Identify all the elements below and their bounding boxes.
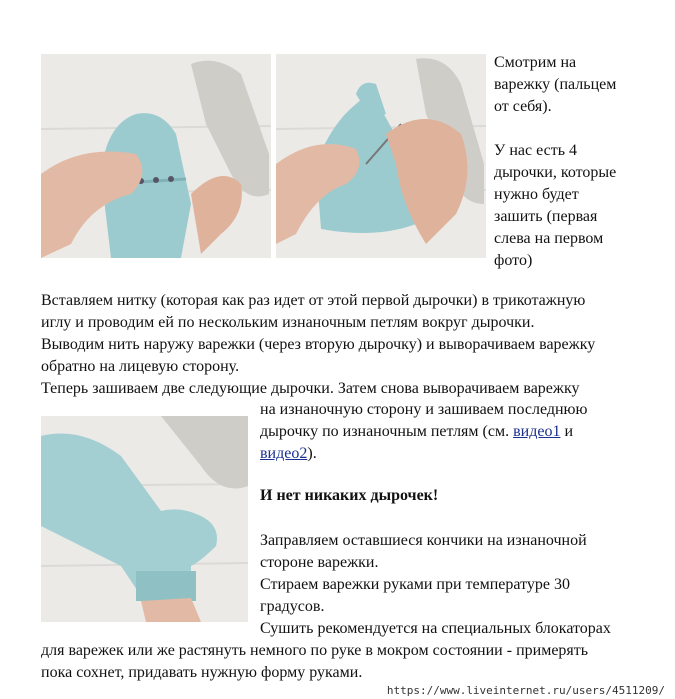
body-line-6: на изнаночную сторону и зашиваем последнюю [260, 401, 588, 418]
side-line-8: слева на первом [494, 230, 604, 247]
body-line-3: Выводим нить наружу варежки (через вторую дырочку) и выворачиваем варежку [41, 336, 596, 353]
side-line-4: У нас есть 4 [494, 142, 577, 159]
body-line-13: Сушить рекомендуется на специальных блокаторах [260, 620, 611, 637]
body-line-14: для варежек или же растянуть немного по руке в мокром состоянии - примерять [41, 642, 589, 659]
source-url: https://www.liveinternet.ru/users/4511209/ [386, 684, 665, 697]
body-line-5: Теперь зашиваем две следующие дырочки. Затем снова выворачиваем варежку [41, 380, 580, 397]
side-line-5: дырочки, которые [494, 164, 617, 181]
side-line-9: фото) [494, 252, 533, 269]
body-line-15: пока сохнет, придавать нужную форму руками. [41, 664, 363, 681]
body-line-4: обратно на лицевую сторону. [41, 358, 240, 375]
side-line-6: нужно будет [494, 186, 579, 203]
body-line-7-mid: и [560, 423, 574, 440]
side-line-3: от себя). [494, 98, 552, 115]
body-line-11: Стираем варежки руками при температуре 30 [260, 576, 570, 593]
no-holes-heading: И нет никаких дырочек! [260, 487, 439, 504]
video1-link[interactable]: видео1 [513, 423, 561, 440]
body-line-7 [260, 421, 573, 443]
body-line-8-suffix: ). [307, 445, 317, 462]
body-line-12: градусов. [260, 598, 325, 615]
side-line-7: зашить (первая [494, 208, 598, 225]
body-line-10: стороне варежки. [260, 554, 379, 571]
body-line-9: Заправляем оставшиеся кончики на изнаночной [260, 532, 587, 549]
photo-mitten-sewing [276, 54, 486, 258]
photo-finished-mitten [41, 416, 248, 622]
video2-link[interactable]: видео2 [260, 445, 308, 462]
side-line-2: варежку (пальцем [494, 76, 617, 93]
photo-mitten-holes [41, 54, 271, 258]
body-line-8 [260, 443, 317, 465]
body-line-7-text: дырочку по изнаночным петлям (см. [260, 423, 514, 440]
body-line-1: Вставляем нитку (которая как раз идет от этой первой дырочки) в трикотажную [41, 292, 586, 309]
side-line-1: Смотрим на [494, 54, 577, 71]
body-line-2: иглу и проводим ей по нескольким изнаночным петлям вокруг дырочки. [41, 314, 535, 331]
